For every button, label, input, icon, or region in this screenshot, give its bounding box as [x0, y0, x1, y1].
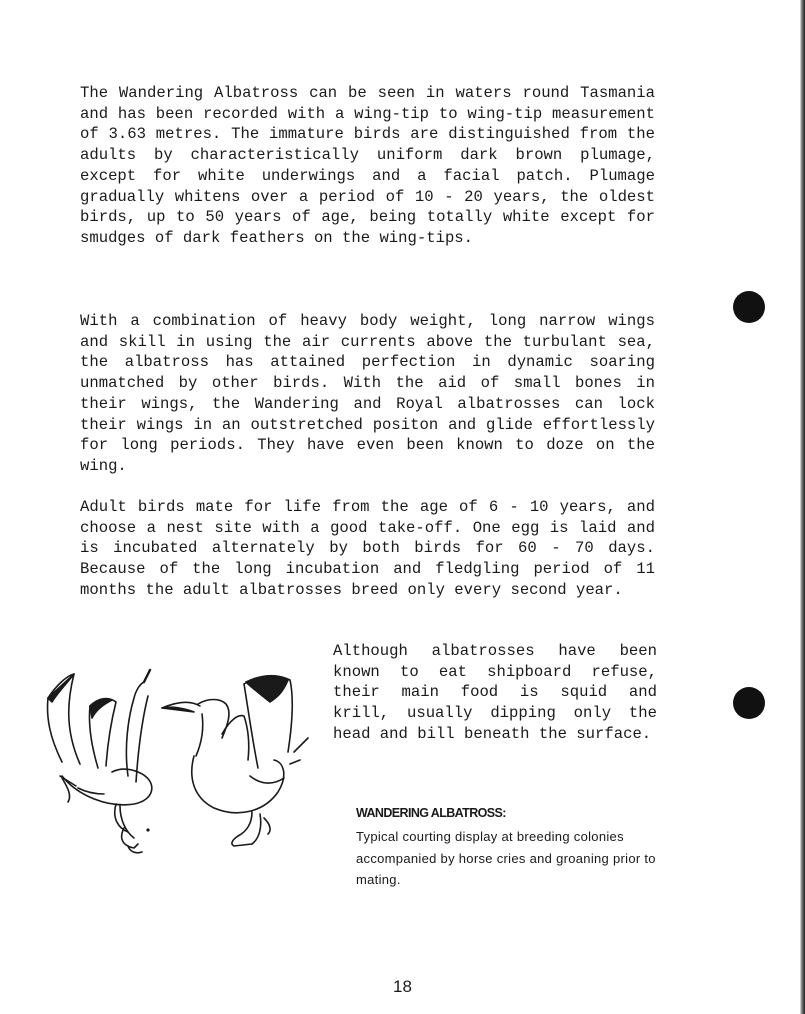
paragraph-intro: The Wandering Albatross can be seen in waters round Tasmania and has been recorded with a wing-tip to wing-tip measurement of 3.63 metres. The immature birds are distinguished from the adults by characteristically uniform dark brown plumage, except for white underwings and a facial patch. Plumage gradually whitens over a period of 10 - 20 years, the oldest birds, up to 50 years of age, being totally white except for smudges of dark feathers on the wing-tips.	[80, 84, 655, 247]
figure-caption	[356, 806, 676, 891]
caption-title: WANDERING ALBATROSS:	[356, 806, 506, 820]
page-number: 18	[393, 977, 412, 996]
paragraph-breeding: Adult birds mate for life from the age of 6 - 10 years, and choose a nest site with a good take-off. One egg is laid and is incubated alternately by both birds for 60 - 70 days. Because of the long incubation and fledgling period of 11 months the adult albatrosses breed only every second year.	[80, 498, 655, 599]
left-albatross-drawing	[48, 670, 152, 853]
right-albatross-drawing	[162, 676, 308, 846]
paragraph-diet: Although albatrosses have been known to eat shipboard refuse, their main food is squid and krill, usually dipping only the head and bill beneath the surface.	[333, 642, 657, 743]
albatross-courtship-illustration	[38, 668, 313, 858]
binder-hole-top	[733, 291, 765, 323]
caption-text: Typical courting display at breeding colonies accompanied by horse cries and groaning prior to mating.	[356, 829, 656, 887]
paragraph-soaring: With a combination of heavy body weight, long narrow wings and skill in using the air currents above the turbulant sea, the albatross has attained perfection in dynamic soaring unmatched by other birds. With the aid of small bones in their wings, the Wandering and Royal albatrosses can lock their wings in an outstretched positon and glide effortlessly for long periods. They have even been known to doze on the wing.	[80, 312, 655, 475]
binder-hole-bottom	[733, 687, 765, 719]
page-edge-shadow	[800, 0, 805, 1014]
